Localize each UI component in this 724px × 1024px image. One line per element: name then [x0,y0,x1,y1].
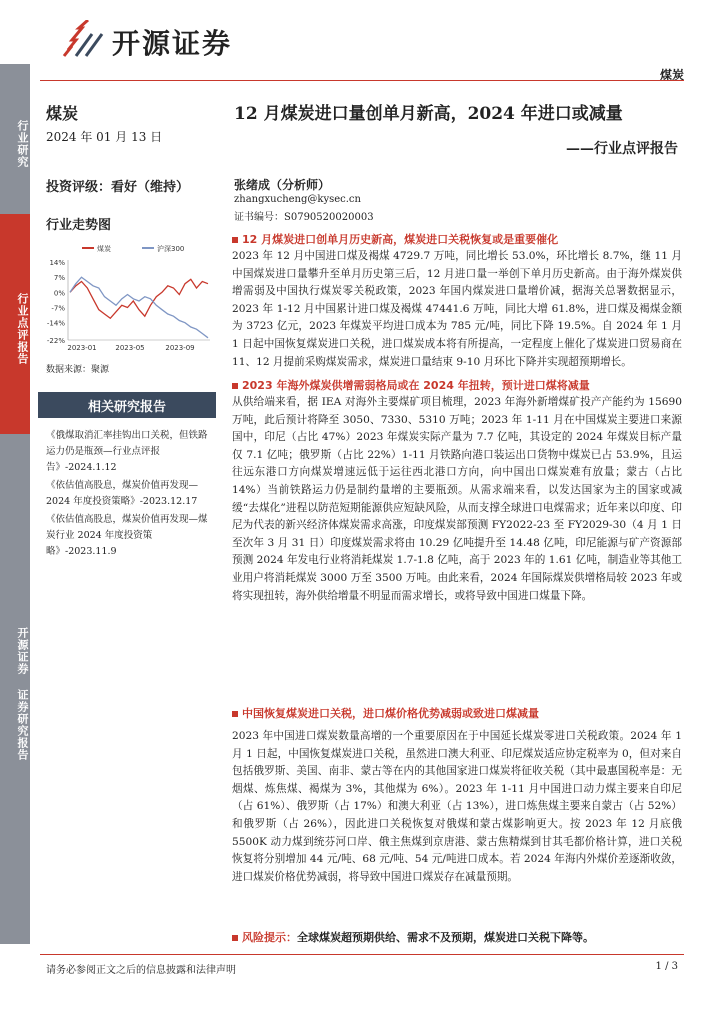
bullet-icon [232,935,238,941]
report-date: 2024 年 01 月 13 日 [46,130,163,144]
related-reports-heading: 相关研究报告 [38,392,216,418]
bullet-icon [232,711,238,717]
side-strip [0,64,30,944]
section-heading: 12 月煤炭进口创单月历史新高，煤炭进口关税恢复或是重要催化 [232,232,682,248]
section-3 [232,706,682,886]
footer-divider [40,954,684,955]
section-1 [232,232,682,371]
industry-trend-chart [40,240,216,358]
footer-disclaimer: 请务必参阅正文之后的信息披露和法律声明 [46,965,236,976]
y-tick-label: 14% [49,259,65,267]
broker-logo-icon [62,20,106,58]
related-report-item[interactable]: 《俄煤取消汇率挂钩出口关税，但铁路运力仍是瓶颈—行业点评报告》-2024.1.12 [46,430,208,473]
strip-report-type: 行业点评报告 [0,214,30,434]
broker-logo-text: 开源证券 [112,27,233,60]
x-tick-label: 2023-01 [67,344,97,352]
trend-title: 行业走势图 [46,218,112,233]
sector-label: 煤炭 [46,104,79,123]
y-tick-label: -14% [46,319,65,328]
investment-rating: 投资评级：看好（维持） [46,180,190,195]
section-paragraph: 2023 年中国进口煤炭数量高增的一个重要原因在于中国延长煤炭零进口关税政策。2024 年 1 月 1 日起，中国恢复煤炭进口关税，虽然进口澳大利亚、印尼煤炭适应协定税率为 0，但对来自包括俄罗斯、美国、南非、蒙古等在内的其他国家进口煤炭将征收关税（其中最惠国税率是：无烟煤、炼焦煤、褐煤为 3%，其他煤为 6%）。2023 年 1-11 月中国进口动力煤主要来自印尼（占 61%）、俄罗斯（占 17%）和澳大利亚（占 13%），进口炼焦煤主要来自蒙古（占 52%）和俄罗斯（占 26%），因此进口关税恢复对俄煤和蒙古煤影响更大。按 2023 年 12 月底俄 5500K 动力煤到统芬河口岸、俄主焦煤到京唐港、蒙古焦精煤到甘其毛都价格计算，进口关税恢复将分别增加 44 元/吨、68 元/吨、54 元/吨进口成本。若 2024 年海内外煤价差逐渐收敛，进口煤炭价格优势减弱，将导致中国进口煤炭存在减量预期。 [232,730,682,883]
section-paragraph: 从供给端来看，据 IEA 对海外主要煤矿项目梳理，2023 年海外新增煤矿投产产能约为 15690 万吨，此后预计将降至 3050、7330、5310 万吨；2023 年 1-11 月在中国煤炭主要进口来源国中，印尼（占比 47%）2023 年煤炭实际产量为 7.7 亿吨，其设定的 2024 年煤炭目标产量仅 7.1 亿吨；俄罗斯（占比 22%）1-11 月铁路向港口装运出口货物中煤炭已占 53.9%，且运往远东港口方向煤炭增速远低于运往西北港口方向，向中国出口煤炭难有放量；蒙古（占比 14%）当前铁路运力仍是制约量增的主要瓶颈。从需求端来看，以发达国家为主的国家或减缓“去煤化”进程以防范短期能源供应短缺风险，从而支撑全球进口电煤需求；近年来以印度、印尼为代表的新兴经济体煤炭需求高涨，印度煤炭部预测 FY2022-23 至 FY2029-30（4 月 1 日至次年 3 月 31 日）印度煤炭需求将由 10.29 亿吨提升至 14.48 亿吨，印尼能源与矿产资源部预测 2024 年发电行业将消耗煤炭 1.7-1.8 亿吨，高于 2023 年的 1.61 亿吨，制造业等其他工业用户将消耗煤炭 3000 万至 3500 万吨。由此来看，2024 年国际煤炭供增格局较 2023 年或将实现扭转，海外供给增量不明显而需求增长，或将导致中国进口煤量下降。 [232,396,682,602]
y-tick-label: 0% [53,289,65,298]
related-reports-list [46,428,216,562]
risk-heading: 风险提示：全球煤炭超预期供给、需求不及预期，煤炭进口关税下降等。 [232,930,682,946]
strip-broker: 开源证券 证券研究报告 [0,434,30,944]
y-tick-label: -7% [51,304,65,313]
report-subtitle: ——行业点评报告 [566,141,678,157]
related-report-item[interactable]: 《依估值高股息，煤炭价值再发现—2024 年度投资策略》-2023.12.17 [46,480,199,507]
bullet-icon [232,383,238,389]
series-line [70,279,208,318]
section-heading: 中国恢复煤炭进口关税，进口煤价格优势减弱或致进口煤减量 [232,706,682,722]
report-title: 12 月煤炭进口量创单月新高，2024 年进口或减量 [234,104,623,124]
header-divider [40,80,684,81]
series-line [70,277,208,338]
section-paragraph: 2023 年 12 月中国进口煤及褐煤 4729.7 万吨，同比增长 53.0%，环比增长 8.7%，继 11 月中国煤炭进口量攀升至单月历史第三后，12 月进口量一举创下单月历史新高。由于海外煤炭供增需弱及中国执行煤炭零关税政策，2023 年国内煤炭进口量增价减，据海关总署数据显示，2023 年 1-12 月中国累计进口煤及褐煤 47441.6 万吨，同比大增 61.8%，进口煤及褐煤金额为 3723 亿元，2023 年煤炭平均进口成本为 785 元/吨，同比下降 19.5%。自 2024 年 1 月 1 日起中国恢复煤炭进口关税，进口煤炭成本将有所提高，一定程度上催化了煤炭进口贸易商在 11、12 月提前采购煤炭需求，煤炭进口量结束 9-10 月环比下降并实现超预期增长。 [232,250,682,368]
bullet-icon [232,237,238,243]
y-tick-label: 7% [53,274,65,283]
page-number: 1 / 3 [655,961,678,972]
strip-industry-research: 行业研究 [0,64,30,214]
risk-section [232,930,682,946]
analyst-name: 张绪成（分析师） [234,178,331,192]
x-tick-label: 2023-05 [115,344,145,352]
section-heading: 2023 年海外煤炭供增需弱格局或在 2024 年扭转，预计进口煤将减量 [232,378,682,394]
analyst-cert: 证书编号：S0790520020003 [234,212,374,223]
header-category: 煤炭 [659,68,684,82]
related-report-item[interactable]: 《依估值高股息，煤炭价值再发现—煤炭行业 2024 年度投资策略》-2023.11.9 [46,514,208,557]
analyst-email[interactable]: zhangxucheng@kysec.cn [234,194,361,205]
section-2 [232,378,682,605]
risk-text: 全球煤炭超预期供给、需求不及预期，煤炭进口关税下降等。 [297,931,594,944]
legend-label: 煤炭 [97,245,111,253]
legend-label: 沪深300 [157,245,185,253]
chart-source: 数据来源：聚源 [46,365,110,375]
y-tick-label: -22% [46,337,65,345]
x-tick-label: 2023-09 [165,344,195,352]
